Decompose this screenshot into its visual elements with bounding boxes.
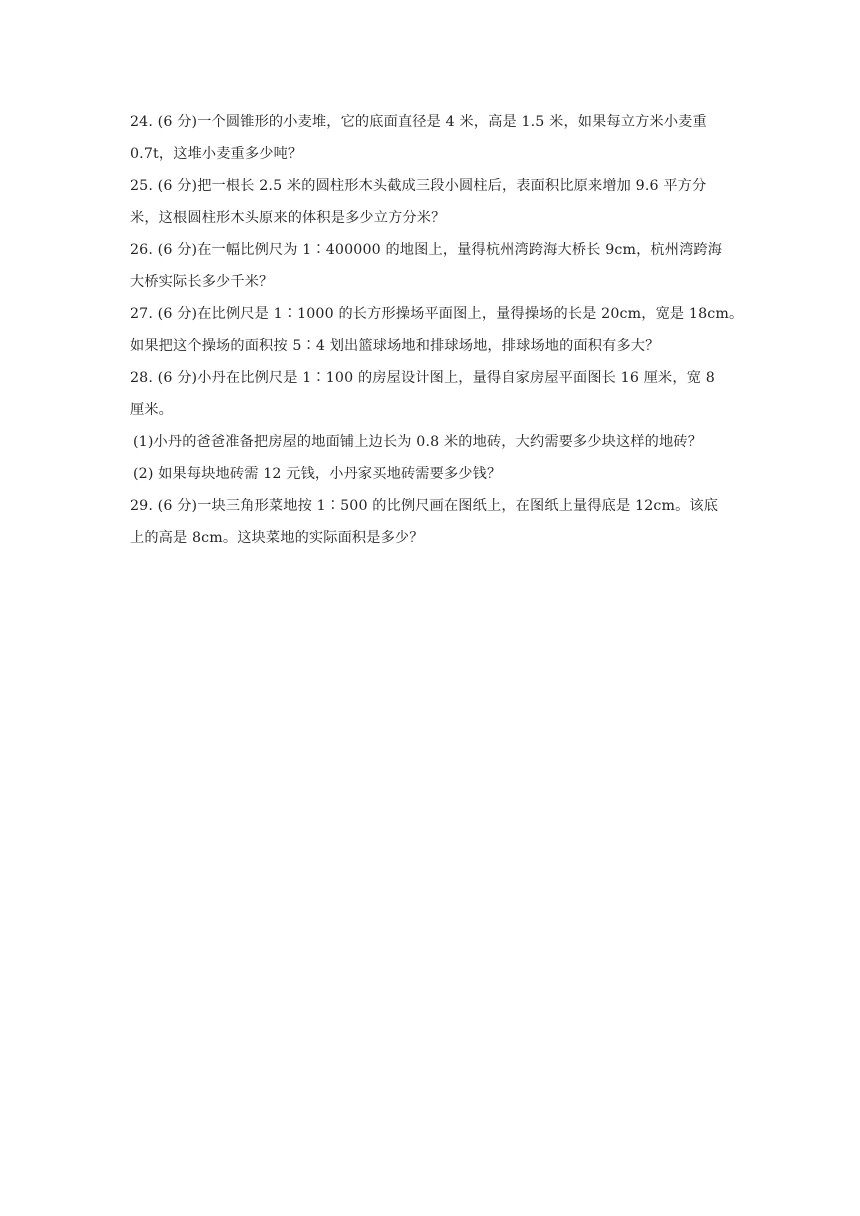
question-24 bbox=[130, 106, 730, 170]
question-25-line-2: 米，这根圆柱形木头原来的体积是多少立方分米？ bbox=[130, 210, 446, 226]
question-28-sub-1: (1)小丹的爸爸准备把房屋的地面铺上边长为 0.8 米的地砖，大约需要多少块这样的地砖？ bbox=[133, 434, 703, 450]
question-27 bbox=[130, 298, 744, 362]
question-24-line-2: 0.7t，这堆小麦重多少吨？ bbox=[130, 146, 303, 162]
question-28-line-2: 厘米。 bbox=[130, 402, 174, 418]
question-25 bbox=[130, 170, 730, 234]
question-28-line-1: 28. (6 分)小丹在比例尺是 1∶100 的房屋设计图上，量得自家房屋平面图长 16 厘米，宽 8 bbox=[130, 370, 715, 386]
question-27-line-2: 如果把这个操场的面积按 5∶4 划出篮球场地和排球场地，排球场地的面积有多大？ bbox=[130, 338, 660, 354]
question-29-line-2: 上的高是 8cm。这块菜地的实际面积是多少？ bbox=[130, 530, 424, 546]
question-28 bbox=[130, 362, 730, 490]
question-27-line-1: 27. (6 分)在比例尺是 1∶1000 的长方形操场平面图上，量得操场的长是 20cm，宽是 18cm。 bbox=[130, 306, 744, 322]
question-29 bbox=[130, 490, 730, 554]
question-25-line-1: 25. (6 分)把一根长 2.5 米的圆柱形木头截成三段小圆柱后，表面积比原来增加 9.6 平方分 bbox=[130, 178, 707, 194]
question-26-line-1: 26. (6 分)在一幅比例尺为 1∶400000 的地图上，量得杭州湾跨海大桥长 9cm，杭州湾跨海 bbox=[130, 242, 723, 258]
question-list bbox=[130, 106, 744, 554]
question-29-line-1: 29. (6 分)一块三角形菜地按 1∶500 的比例尺画在图纸上，在图纸上量得底是 12cm。该底 bbox=[130, 498, 719, 514]
question-28-sub-2: (2) 如果每块地砖需 12 元钱，小丹家买地砖需要多少钱？ bbox=[133, 466, 502, 482]
question-24-line-1: 24. (6 分)一个圆锥形的小麦堆，它的底面直径是 4 米，高是 1.5 米，如果每立方米小麦重 bbox=[130, 114, 707, 130]
question-26 bbox=[130, 234, 730, 298]
question-26-line-2: 大桥实际长多少千米？ bbox=[130, 274, 274, 290]
